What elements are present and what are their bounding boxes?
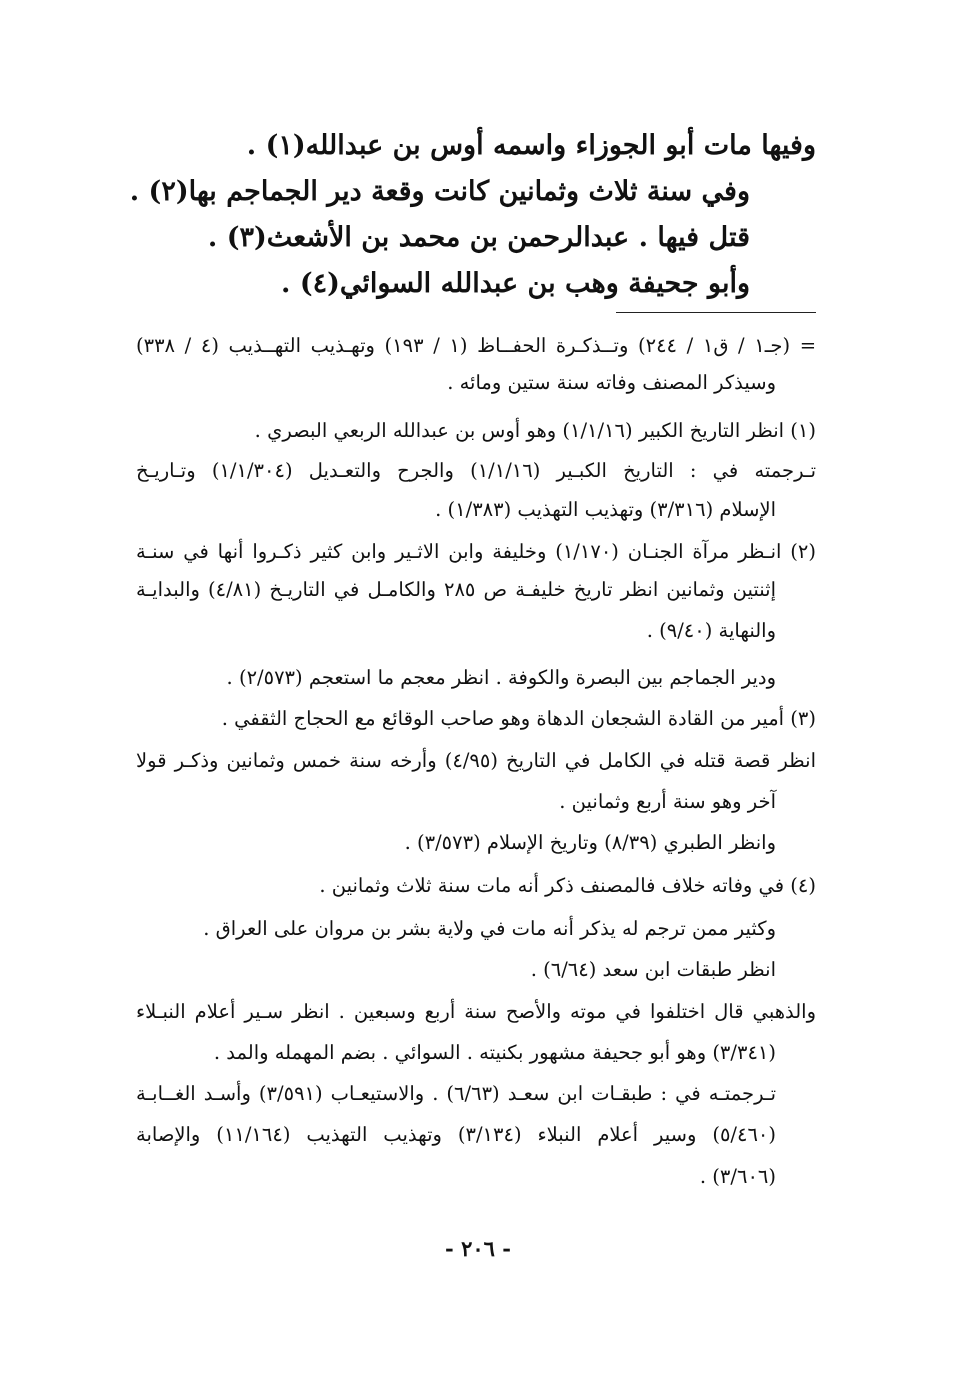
footnote-line: (١) انظر التاريخ الكبير (١/١/١٦) وهو أوس بن عبدالله الربعي البصري .	[254, 419, 816, 442]
main-text-line: وفي سنة ثلاث وثمانين كانت وقعة دير الجماجم بها(٢) .	[129, 176, 750, 207]
main-text-line: وفيها مات أبو الجوزاء واسمه أوس بن عبدالله(١) .	[246, 130, 816, 161]
footnote-line: (٥/٤٦٠) وسير أعلام النبلاء (٣/١٣٤) وتهذيب التهذيب (١١/١٦٤) والإصابة	[136, 1123, 777, 1146]
footnote-line: وسيذكر المصنف وفاته سنة ستين ومائه .	[447, 371, 776, 394]
footnote-line: (٣/٣٤١) وهو أبو جحيفة مشهور بكنيته . السوائي . بضم المهمله والمد .	[213, 1041, 776, 1064]
footnote-line: الإسلام (٣/٣١٦) وتهذيب التهذيب (١/٣٨٣) .	[435, 498, 776, 521]
footnote-line: تـرجمته في : التاريخ الكبـير (١/١/١٦) والجرح والتعـديل (١/١/٣٠٤) وتـاريـخ	[136, 459, 817, 482]
footnote-line: (٢) انـظر مرآة الجنـان (١/١٧٠) وخليفة وابن الاثـير وابن كثير ذكـروا أنها في سنـة	[136, 540, 816, 563]
footnote-line: ودير الجماجم بين البصرة والكوفة . انظر معجم ما استعجم (٢/٥٧٣) .	[226, 666, 776, 689]
footnote-line: (٣) أمير من القادة الشجعان الدهاة وهو صاحب الوقائع مع الحجاج الثقفي .	[221, 707, 816, 730]
footnote-line: إثنتين وثمانين انظر تاريخ خليفـة ص ٢٨٥ والكامـل في التاريـخ (٤/٨١) والبدايـة	[136, 578, 777, 601]
main-text-line: وأبو جحيفة وهب بن عبدالله السوائي(٤) .	[281, 268, 750, 299]
footnote-line: وانظر الطبري (٨/٣٩) وتاريخ الإسلام (٣/٥٧٣) .	[404, 831, 776, 854]
footnote-line: والذهبي قال اختلفوا في موته والأصح سنة أربع وسبعين . انظر سـير أعلام النبـلاء	[136, 1000, 816, 1023]
footnote-line: (٤) في وفاته خلاف فالمصنف ذكر أنه مات سنة ثلاث وثمانين .	[319, 874, 816, 897]
page-number: - ٢٠٦ -	[445, 1236, 511, 1261]
footnote-line: (٣/٦٠٦) .	[699, 1165, 776, 1188]
footnote-line: آخر وهو سنة أربع وثمانين .	[559, 790, 776, 813]
footnote-line: تـرجمتـه في : طبقـات ابن سعـد (٦/٦٣) . والاستيعـاب (٣/٥٩١) وأسـد الغــابـة	[136, 1082, 776, 1105]
footnote-line: وكثير ممن ترجم له يذكر أنه مات في ولاية بشر بن مروان على العراق .	[203, 917, 776, 940]
footnote-line: انظر طبقات ابن سعد (٦/٦٤) .	[530, 958, 776, 981]
footnote-line: والنهاية (٩/٤٠) .	[646, 619, 776, 642]
footnote-line: = (جـ١ / ق١ / ٢٤٤) وتــذكـرة الحفــاظ (١ / ١٩٣) وتهـذيب التهــذيب (٤ / ٣٣٨)	[136, 334, 817, 357]
main-text-line: قتل فيها . عبدالرحمن بن محمد بن الأشعث(٣) .	[207, 222, 750, 253]
footnote-separator	[616, 312, 816, 313]
footnote-line: انظر قصة قتله في الكامل في التاريخ (٤/٩٥) وأرخه سنة خمس وثمانين وذكـر قولا	[136, 749, 817, 772]
